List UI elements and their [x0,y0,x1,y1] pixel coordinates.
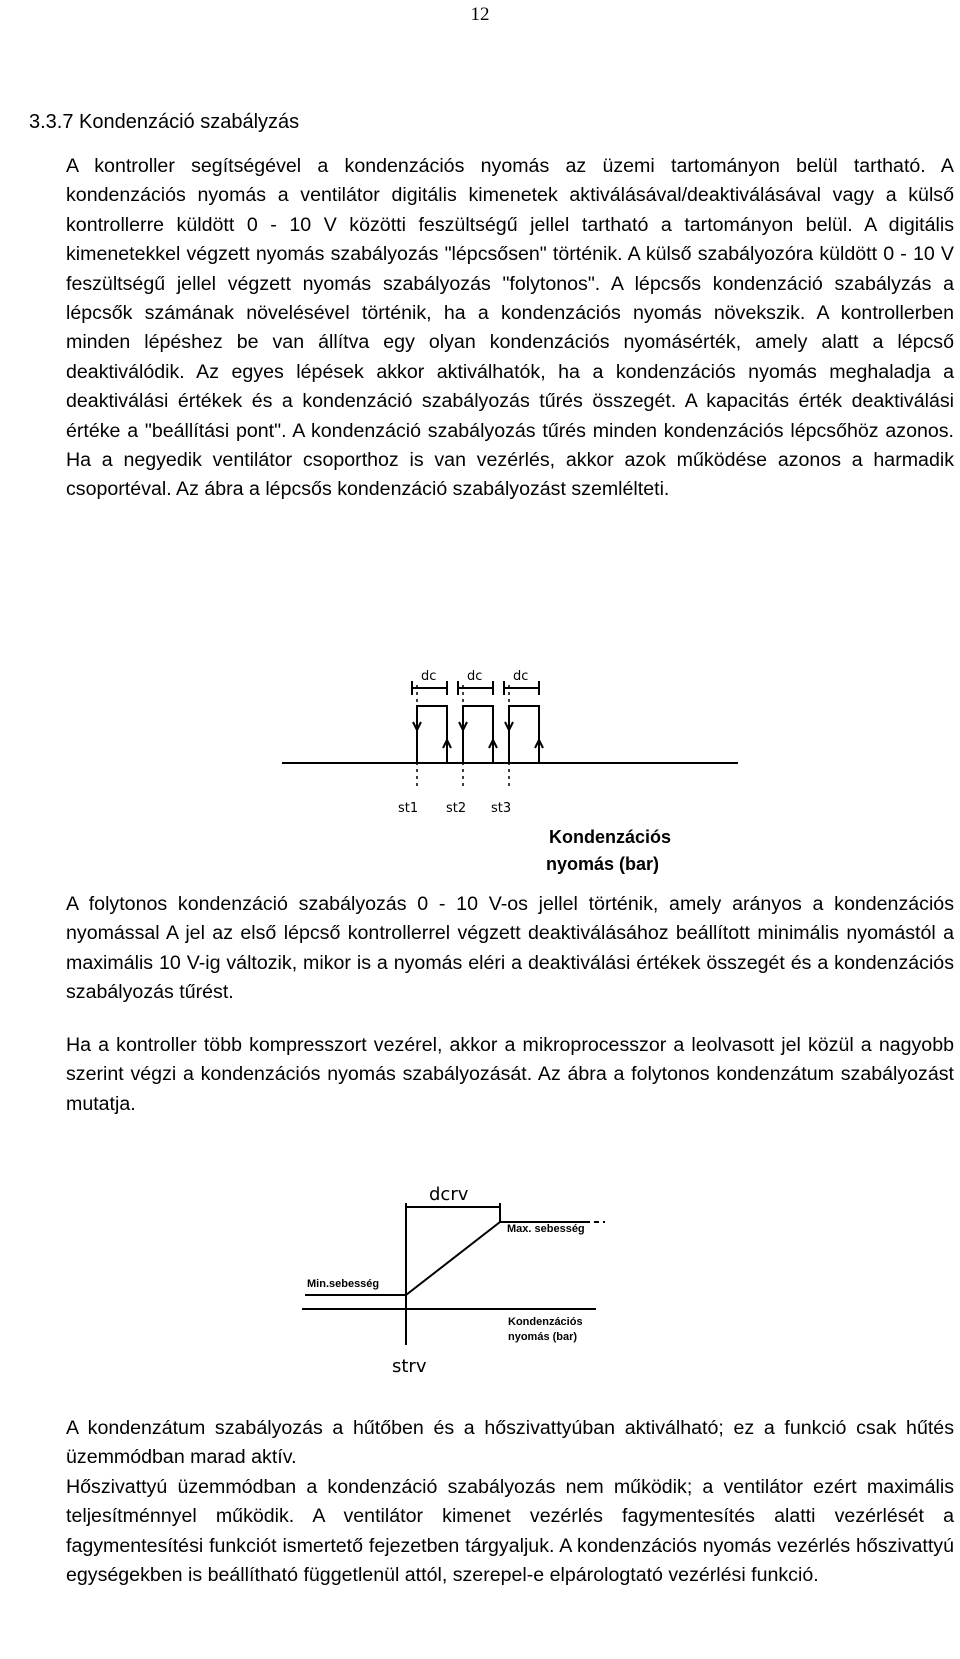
ramp-line [406,1222,500,1295]
axis-label-line2: nyomás (bar) [546,854,660,874]
max-speed-label: Max. sebesség [507,1223,585,1235]
paragraph-multi-compressor: Ha a kontroller több kompresszort vezérel, akkor a mikroprocesszor a leolvasott jel közül a nagyobb szerint végzi a kondenzációs nyomás szabályozását. Az ábra a folytonos kondenzátum szabályozást mutatja. [66,1034,954,1115]
dc-label-1: dc [421,669,437,684]
paragraph-continuous-control: A folytonos kondenzáció szabályozás 0 - 10 V-os jellel történik, amely arányos a kondenzációs nyomással A jel az első lépcső kontrollerrel végzett deaktiválásához beállított minimális nyomástól a maximális 10 V-ig változik, mikor is a nyomás eléri a deaktiválási értékek összegét és a kondenzációs szabályozás tűrést. [66,893,954,1004]
page-number: 12 [470,4,490,25]
paragraph-stepped-control: A kontroller segítségével a kondenzációs nyomás az üzemi tartományon belül tartható. A kondenzációs nyomás a ventilátor digitális kimenetek aktiválásával/deaktiválásával vagy a külső kontrollerre küldött 0 - 10 V közötti feszültségű jellel tartható a tartományon belül. A digitális kimenetekkel végzett nyomás szabályozás "lépcsősen" történik. A külső szabályozóra küldött 0 - 10 V feszültségű jellel végzett nyomás szabályozás "folytonos". A lépcsős kondenzáció szabályzás a lépcsők számának növelésével történik, ha a kondenzációs nyomás növekszik. A kontrollerben minden lépéshez be van állítva egy olyan kondenzációs nyomásérték, amely alatt a lépcső deaktiválódik. Az egyes lépések akkor aktiválhatók, ha a kondenzációs nyomás meghaladja a deaktiválási értékek és a kondenzáció szabályozás tűrés összegét. A kapacitás érték deaktiválási értéke a "beállítási pont". A kondenzáció szabályozás tűrés minden kondenzációs lépcsőhöz azonos. Ha a negyedik ventilátor csoporthoz is van vezérlés, akkor azok működése azonos a harmadik csoportéval. Az ábra a lépcsős kondenzáció szabályozást szemlélteti. [66,155,954,501]
axis2-label-line1: Kondenzációs [508,1316,583,1328]
section-heading: 3.3.7 Kondenzáció szabályzás [29,111,300,133]
min-speed-label: Min.sebesség [307,1278,380,1290]
paragraph-activation-note: A kondenzátum szabályozás a hűtőben és a hőszivattyúban aktiválható; ez a funkció csak hűtés üzemmódban marad aktív. [66,1417,954,1469]
step-label-st3: st3 [491,801,512,816]
step-label-st2: st2 [446,801,467,816]
dc-label-2: dc [467,669,483,684]
paragraph-heatpump-note: Hőszivattyú üzemmódban a kondenzáció szabályozás nem működik; a ventilátor ezért maximális teljesítménnyel működik. A ventilátor kimenet vezérlés fagymentesítés alatti vezérlését a fagymentesítési funkciót ismertető fejezetben tárgyaljuk. A kondenzációs nyomás vezérlés hőszivattyú egységekben is beállítható függetlenül attól, szerepel-e elpárologtató vezérlési funkció. [66,1476,954,1587]
axis-label-line1: Kondenzációs [549,827,672,847]
dcrv-label: dcrv [429,1184,469,1205]
step-label-st1: st1 [398,801,419,816]
dc-label-3: dc [513,669,529,684]
strv-label: strv [392,1356,427,1377]
axis2-label-line2: nyomás (bar) [508,1331,578,1343]
